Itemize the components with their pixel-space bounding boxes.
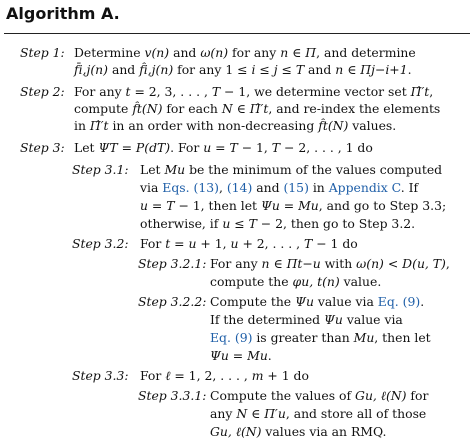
math-fragment: (n)	[90, 62, 108, 77]
text-fragment: For	[140, 236, 166, 251]
step-text-line	[210, 348, 272, 363]
math-fragment: t	[424, 84, 430, 99]
step-label: Step 1:	[20, 45, 65, 60]
math-fragment: n ∈ Π	[280, 45, 317, 60]
math-fragment: P	[135, 140, 145, 155]
reference-link[interactable]: (15)	[283, 180, 309, 195]
math-fragment: v(n)	[144, 45, 170, 60]
math-fragment: T	[295, 62, 305, 77]
math-fragment: Ψ	[210, 348, 221, 363]
math-fragment: u	[259, 348, 268, 363]
step-text-line	[210, 388, 428, 403]
text-fragment: values.	[348, 118, 397, 133]
step-label: Step 3.2.2:	[138, 294, 207, 309]
math-fragment: u	[305, 294, 314, 309]
text-fragment: for any	[228, 45, 281, 60]
math-fragment: t	[136, 101, 142, 116]
math-fragment: u, ℓ	[219, 424, 241, 439]
math-fragment: u	[310, 198, 319, 213]
reference-link[interactable]: Eqs. (13)	[162, 180, 219, 195]
math-fragment: u	[203, 140, 212, 155]
text-fragment: in	[308, 180, 329, 195]
math-fragment: u	[334, 312, 343, 327]
math-fragment: u	[230, 236, 239, 251]
math-fragment: M	[353, 330, 367, 345]
text-fragment: .	[407, 62, 412, 77]
step-text-line	[210, 406, 426, 421]
math-fragment: n ∈ Π	[335, 62, 372, 77]
math-fragment: Π̂′	[89, 118, 104, 133]
math-fragment: t	[125, 84, 131, 99]
step-text-line	[74, 118, 396, 133]
text-fragment: and	[108, 62, 140, 77]
text-fragment: − 1,	[237, 140, 272, 155]
math-fragment: M	[164, 162, 178, 177]
text-fragment: If the determined	[210, 312, 325, 327]
step-label: Step 2:	[20, 84, 65, 99]
step-text-line	[74, 84, 433, 99]
text-fragment: .	[420, 294, 425, 309]
text-fragment: =	[117, 140, 136, 155]
math-fragment: (d	[144, 140, 158, 155]
step-text-line	[74, 45, 416, 60]
math-fragment: t	[263, 101, 269, 116]
text-fragment: ,	[445, 256, 450, 271]
math-fragment: T	[304, 236, 313, 251]
math-fragment: G	[210, 424, 220, 439]
math-fragment: m	[251, 368, 264, 383]
text-fragment: =	[170, 236, 189, 251]
step-text-line	[210, 424, 386, 439]
text-fragment: . For	[170, 140, 204, 155]
text-fragment: in	[74, 118, 90, 133]
step-text-line	[210, 294, 424, 309]
math-fragment: u, t	[301, 274, 323, 289]
text-fragment: value via	[313, 294, 378, 309]
text-fragment: For	[140, 368, 166, 383]
math-fragment: u	[177, 162, 186, 177]
reference-link[interactable]: Eq. (9)	[377, 294, 421, 309]
math-fragment: u	[188, 236, 197, 251]
text-fragment: is greater than	[252, 330, 354, 345]
text-fragment: . If	[400, 180, 419, 195]
math-fragment: (n)	[155, 62, 174, 77]
step-label: Step 3:	[20, 140, 65, 155]
math-fragment: T	[166, 198, 175, 213]
step-text-line	[140, 180, 418, 195]
text-fragment: , and re-index the elements	[268, 101, 441, 116]
reference-link[interactable]: Appendix C	[328, 180, 401, 195]
math-fragment: u, ℓ	[364, 388, 386, 403]
text-fragment: − 1 do	[312, 236, 358, 251]
step-text-line	[140, 162, 442, 177]
step-label: Step 3.2:	[72, 236, 129, 251]
math-fragment: N ∈ Π̂′	[221, 101, 264, 116]
text-fragment: = 2, 3, . . . ,	[130, 84, 212, 99]
text-fragment: compute	[74, 101, 133, 116]
text-fragment: − 1, then let	[174, 198, 261, 213]
math-fragment: u	[271, 198, 280, 213]
text-fragment: for each	[162, 101, 222, 116]
text-fragment: Compute the values of	[210, 388, 356, 403]
text-fragment: values via an RMQ.	[261, 424, 387, 439]
math-fragment: j	[273, 62, 278, 77]
math-fragment: Ψ	[98, 140, 110, 155]
math-fragment: T	[271, 140, 281, 155]
text-fragment: =	[147, 198, 167, 213]
text-fragment: Let	[140, 162, 165, 177]
text-fragment: ≤	[255, 62, 274, 77]
text-fragment: and	[169, 45, 201, 60]
math-fragment: i	[251, 62, 256, 77]
text-fragment: <	[383, 256, 403, 271]
step-text-line	[74, 62, 412, 77]
text-fragment: =	[279, 198, 299, 213]
step-text-line	[74, 140, 373, 155]
math-fragment: T	[248, 216, 257, 231]
text-fragment: value via	[342, 312, 403, 327]
math-fragment: u	[220, 348, 229, 363]
step-text-line	[140, 236, 358, 251]
math-fragment: f̂	[139, 62, 144, 77]
math-fragment: Ψ	[295, 294, 306, 309]
text-fragment: ≤	[230, 216, 249, 231]
text-fragment: , and store all of those	[285, 406, 427, 421]
math-fragment: D(u, T)	[402, 256, 446, 271]
math-fragment: f̂	[318, 118, 323, 133]
text-fragment: For any	[210, 256, 262, 271]
step-text-line	[140, 198, 446, 213]
math-fragment: ℓ	[165, 368, 171, 383]
text-fragment: =	[228, 348, 248, 363]
math-fragment: (n)	[322, 274, 340, 289]
text-fragment: for any 1 ≤	[173, 62, 252, 77]
text-fragment: with	[320, 256, 357, 271]
step-text-line	[140, 368, 309, 383]
math-fragment: u	[222, 216, 231, 231]
math-fragment: ω(n)	[356, 256, 384, 271]
math-fragment: φ	[292, 274, 302, 289]
math-fragment: Ψ	[324, 312, 335, 327]
math-fragment: t	[103, 118, 109, 133]
math-fragment: i,j	[78, 62, 91, 77]
math-fragment: i,j	[143, 62, 156, 77]
math-fragment: j−i+1	[371, 62, 408, 77]
math-fragment: T	[229, 140, 238, 155]
step-text-line	[140, 216, 415, 231]
text-fragment: =	[211, 140, 230, 155]
math-fragment: (N)	[141, 101, 163, 116]
text-fragment: ,	[218, 180, 227, 195]
text-fragment: and	[304, 62, 336, 77]
reference-link[interactable]: (14)	[226, 180, 253, 195]
math-fragment: n ∈ Π	[261, 256, 298, 271]
math-fragment: T	[157, 140, 166, 155]
math-fragment: t	[322, 118, 328, 133]
math-fragment: (N)	[327, 118, 349, 133]
math-fragment: N ∈ Π′	[236, 406, 278, 421]
text-fragment: , and determine	[316, 45, 416, 60]
math-fragment: u	[277, 406, 286, 421]
text-fragment: , and go to Step 3.3;	[318, 198, 447, 213]
math-fragment: M	[247, 348, 260, 363]
math-fragment: t−u	[297, 256, 321, 271]
math-fragment: u	[366, 330, 375, 345]
text-fragment: any	[210, 406, 237, 421]
step-label: Step 3.1:	[72, 162, 129, 177]
text-fragment: + 1,	[196, 236, 231, 251]
text-fragment: be the minimum of the values computed	[185, 162, 443, 177]
text-fragment: + 1 do	[263, 368, 309, 383]
text-fragment: For any	[74, 84, 126, 99]
math-fragment: (N)	[240, 424, 262, 439]
text-fragment: Let	[74, 140, 99, 155]
algorithm-title: Algorithm A.	[6, 4, 120, 23]
math-fragment: M	[298, 198, 311, 213]
math-fragment: Π̂′	[410, 84, 425, 99]
math-fragment: t	[165, 236, 171, 251]
text-fragment: for	[406, 388, 429, 403]
step-text-line	[210, 256, 450, 271]
text-fragment: otherwise, if	[140, 216, 223, 231]
math-fragment: f̄	[74, 62, 79, 77]
math-fragment: )	[165, 140, 171, 155]
step-text-line	[210, 274, 381, 289]
math-fragment: f̂	[132, 101, 137, 116]
text-fragment: + 2, . . . ,	[238, 236, 305, 251]
text-fragment: Compute the	[210, 294, 296, 309]
reference-link[interactable]: Eq. (9)	[210, 330, 253, 345]
text-fragment: , then let	[374, 330, 431, 345]
step-text-line	[74, 101, 440, 116]
text-fragment: value.	[339, 274, 382, 289]
text-fragment: Determine	[74, 45, 145, 60]
title-rule	[4, 33, 470, 34]
text-fragment: .	[267, 348, 272, 363]
text-fragment: via	[140, 180, 163, 195]
math-fragment: T	[211, 84, 221, 99]
step-text-line	[210, 312, 403, 327]
text-fragment: − 2, then go to Step 3.2.	[256, 216, 416, 231]
text-fragment: − 1, we determine vector set	[220, 84, 411, 99]
math-fragment: u	[140, 198, 148, 213]
text-fragment: − 2, . . . , 1 do	[280, 140, 373, 155]
text-fragment: ≤	[277, 62, 296, 77]
text-fragment: in an order with non-decreasing	[108, 118, 319, 133]
text-fragment: = 1, 2, . . . ,	[170, 368, 252, 383]
text-fragment: and	[252, 180, 284, 195]
step-text-line	[210, 330, 431, 345]
step-label: Step 3.2.1:	[138, 256, 207, 271]
text-fragment: compute the	[210, 274, 293, 289]
math-fragment: Ψ	[260, 198, 272, 213]
math-fragment: ω(n)	[200, 45, 229, 60]
math-fragment: G	[355, 388, 365, 403]
text-fragment: ,	[429, 84, 434, 99]
step-label: Step 3.3:	[72, 368, 129, 383]
math-fragment: T	[109, 140, 118, 155]
math-fragment: (N)	[385, 388, 407, 403]
step-label: Step 3.3.1:	[138, 388, 207, 403]
